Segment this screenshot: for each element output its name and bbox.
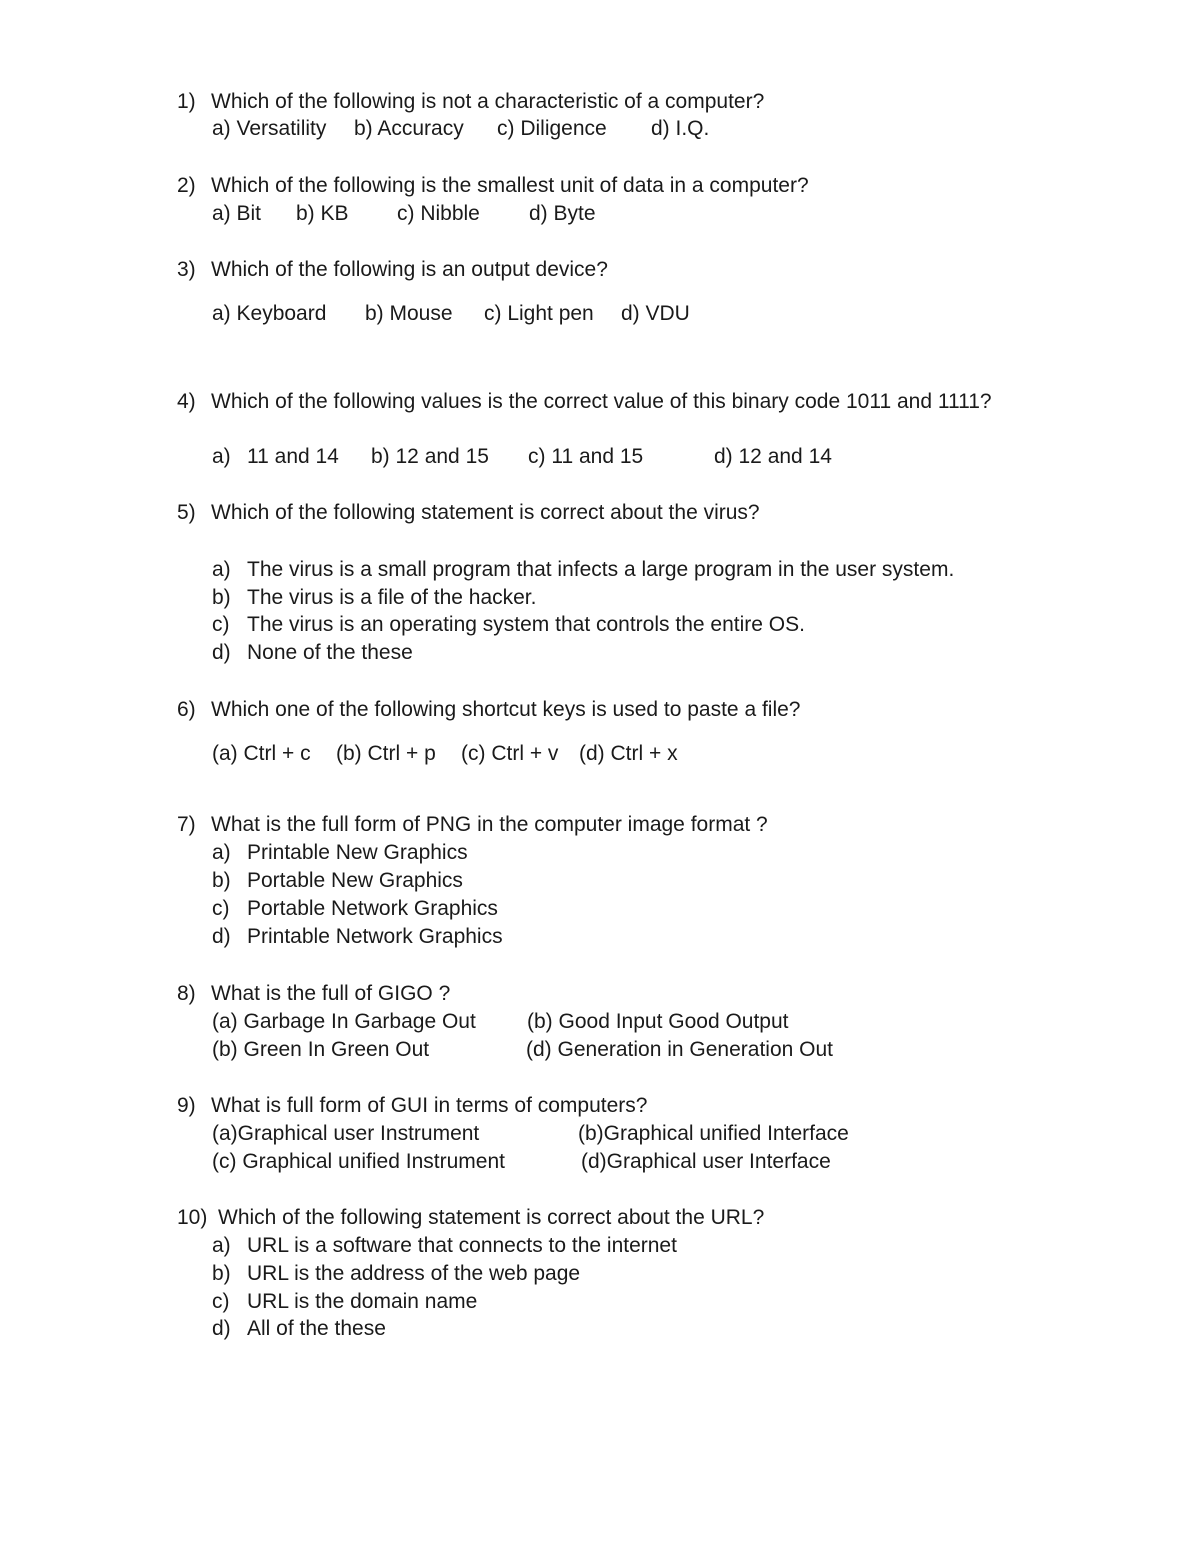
option: The virus is an operating system that controls the entire OS. bbox=[247, 613, 805, 636]
question-number: 2) bbox=[177, 174, 196, 197]
question-text: Which of the following is not a characteristic of a computer? bbox=[211, 90, 765, 113]
option: Printable New Graphics bbox=[247, 841, 468, 864]
option: Portable Network Graphics bbox=[247, 897, 498, 920]
option: URL is the domain name bbox=[247, 1290, 478, 1313]
option: The virus is a small program that infects a large program in the user system. bbox=[247, 558, 955, 581]
option: URL is the address of the web page bbox=[247, 1262, 581, 1285]
option: (c) Ctrl + v bbox=[461, 742, 559, 765]
option-letter: a) bbox=[212, 445, 231, 468]
option: All of the these bbox=[247, 1317, 386, 1340]
question-text: What is the full form of PNG in the computer image format ? bbox=[211, 813, 768, 836]
option: (b) Ctrl + p bbox=[336, 742, 436, 765]
option: b) KB bbox=[296, 202, 349, 225]
option: The virus is a file of the hacker. bbox=[247, 586, 537, 609]
option: None of the these bbox=[247, 641, 413, 664]
question-number: 7) bbox=[177, 813, 196, 836]
option: c) Diligence bbox=[497, 117, 607, 140]
option: d) Byte bbox=[529, 202, 596, 225]
option-letter: a) bbox=[212, 558, 231, 581]
option: (d)Graphical user Interface bbox=[581, 1150, 831, 1173]
option: (b) Green In Green Out bbox=[212, 1038, 430, 1061]
option: (c) Graphical unified Instrument bbox=[212, 1150, 505, 1173]
option: URL is a software that connects to the internet bbox=[247, 1234, 677, 1257]
option-letter: a) bbox=[212, 841, 231, 864]
option-letter: b) bbox=[212, 1262, 231, 1285]
option-letter: c) bbox=[212, 897, 230, 920]
option: Printable Network Graphics bbox=[247, 925, 503, 948]
option: b) 12 and 15 bbox=[371, 445, 489, 468]
question-text: Which of the following values is the correct value of this binary code 1011 and 1111? bbox=[211, 390, 992, 413]
option: Portable New Graphics bbox=[247, 869, 463, 892]
question-number: 10) bbox=[177, 1206, 208, 1229]
question-number: 3) bbox=[177, 258, 196, 281]
option: (d) Generation in Generation Out bbox=[526, 1038, 834, 1061]
question-text: What is the full of GIGO ? bbox=[211, 982, 451, 1005]
option: (a) Garbage In Garbage Out bbox=[212, 1010, 476, 1033]
question-text: What is full form of GUI in terms of computers? bbox=[211, 1094, 648, 1117]
option-letter: b) bbox=[212, 586, 231, 609]
option-letter: d) bbox=[212, 1317, 231, 1340]
question-text: Which one of the following shortcut keys is used to paste a file? bbox=[211, 698, 801, 721]
option-letter: d) bbox=[212, 641, 231, 664]
option: (d) Ctrl + x bbox=[579, 742, 678, 765]
option: (b)Graphical unified Interface bbox=[578, 1122, 849, 1145]
option: a) Keyboard bbox=[212, 302, 327, 325]
option: (b) Good Input Good Output bbox=[527, 1010, 789, 1033]
option: (a) Ctrl + c bbox=[212, 742, 311, 765]
option-letter: d) bbox=[212, 925, 231, 948]
option-letter: b) bbox=[212, 869, 231, 892]
option: a) Versatility bbox=[212, 117, 327, 140]
option-letter: c) bbox=[212, 1290, 230, 1313]
question-text: Which of the following is the smallest unit of data in a computer? bbox=[211, 174, 809, 197]
question-number: 8) bbox=[177, 982, 196, 1005]
question-number: 9) bbox=[177, 1094, 196, 1117]
question-number: 1) bbox=[177, 90, 196, 113]
option: a) Bit bbox=[212, 202, 262, 225]
option: d) VDU bbox=[621, 302, 690, 325]
question-number: 5) bbox=[177, 501, 196, 524]
option: b) Accuracy bbox=[354, 117, 464, 140]
question-text: Which of the following statement is correct about the virus? bbox=[211, 501, 760, 524]
option-letter: c) bbox=[212, 613, 230, 636]
option: d) I.Q. bbox=[651, 117, 710, 140]
question-text: Which of the following statement is correct about the URL? bbox=[218, 1206, 765, 1229]
question-text: Which of the following is an output device? bbox=[211, 258, 608, 281]
question-number: 4) bbox=[177, 390, 196, 413]
option: b) Mouse bbox=[365, 302, 453, 325]
option: c) Nibble bbox=[397, 202, 480, 225]
option: (a)Graphical user Instrument bbox=[212, 1122, 480, 1145]
option: 11 and 14 bbox=[247, 445, 339, 468]
option-letter: a) bbox=[212, 1234, 231, 1257]
option: c) 11 and 15 bbox=[528, 445, 644, 468]
option: c) Light pen bbox=[484, 302, 594, 325]
question-number: 6) bbox=[177, 698, 196, 721]
option: d) 12 and 14 bbox=[714, 445, 832, 468]
